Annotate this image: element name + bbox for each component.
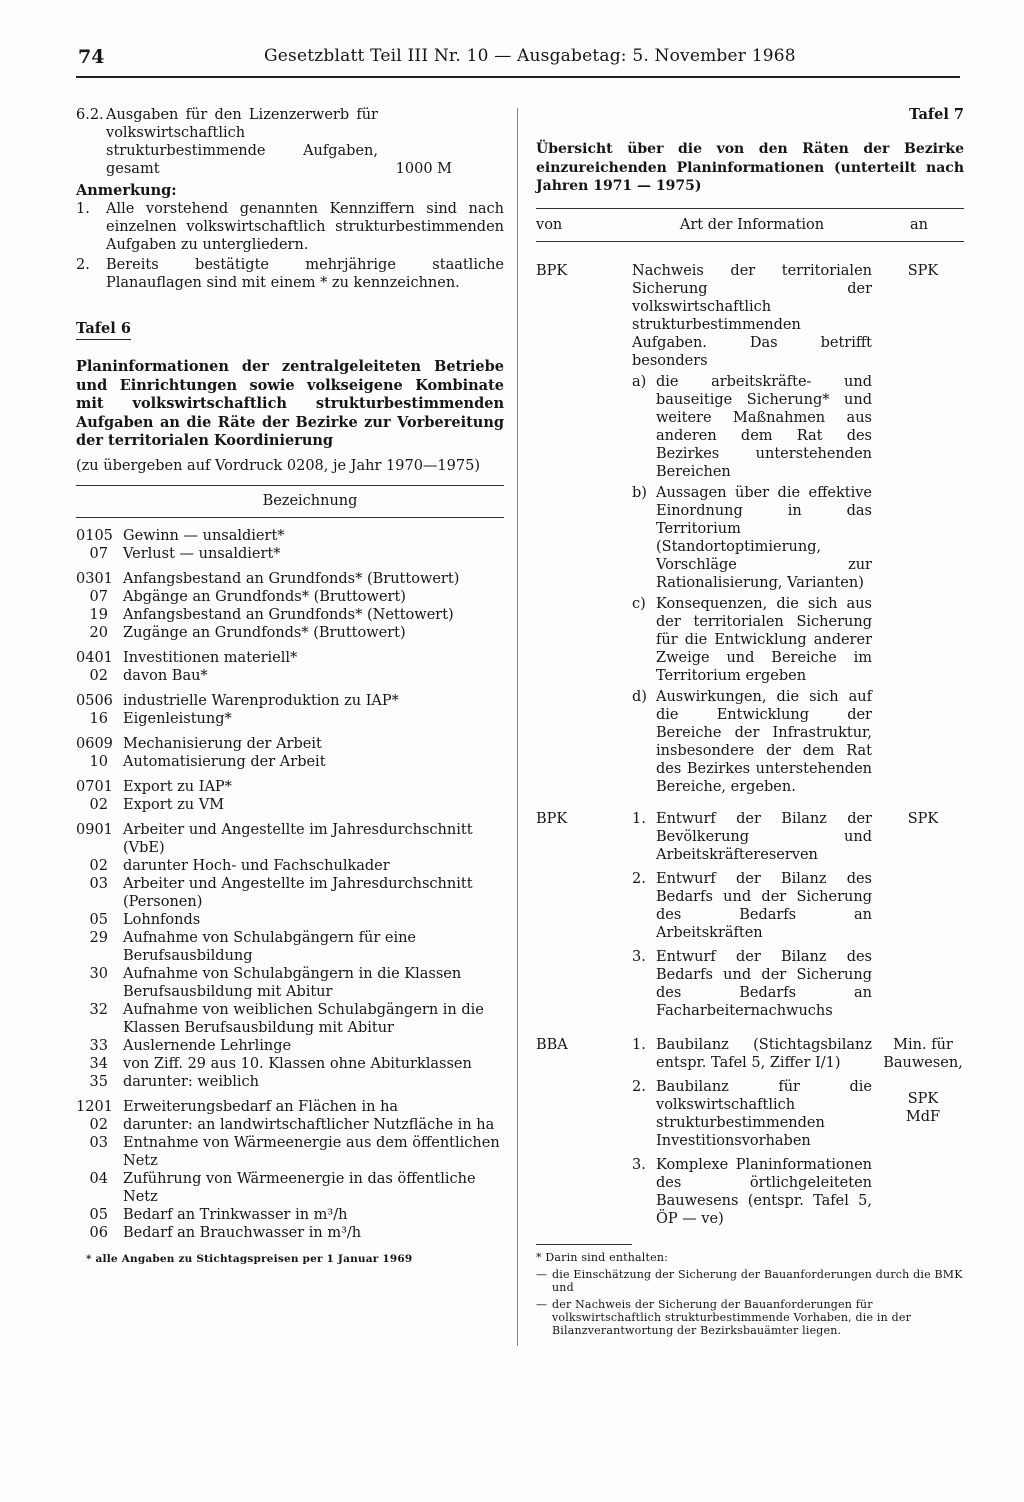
table-row	[76, 1098, 504, 1116]
footnote-item	[536, 1268, 964, 1294]
row-code: 0401	[76, 649, 113, 666]
list-item	[632, 870, 872, 942]
tafel-6-label: Tafel 6	[76, 320, 131, 340]
column-divider	[517, 108, 518, 1346]
row-label: Arbeiter und Angestellte im Jahresdurchschnitt (VbE)	[123, 821, 473, 856]
row-an-line: Min. für Bauwesen,	[883, 1036, 963, 1071]
list-item	[632, 688, 872, 796]
table-row	[76, 667, 504, 685]
list-item	[632, 810, 872, 864]
tafel-7-column-headers	[536, 209, 964, 241]
table-row	[76, 527, 504, 545]
row-code: 1201	[76, 1098, 113, 1115]
list-item	[632, 1156, 872, 1228]
list-text: Komplexe Planinformationen des örtlichgeleiteten Bauwesens (entspr. Tafel 5, ÖP — ve)	[656, 1156, 872, 1227]
tafel-6-group	[76, 692, 504, 728]
table-rule-header	[536, 241, 964, 242]
row-label: Entnahme von Wärmeenergie aus dem öffentlichen Netz	[123, 1134, 500, 1169]
row-label: Verlust — unsaldiert*	[123, 545, 281, 562]
anmerkung-item	[76, 200, 504, 254]
anmerkung-text: Bereits bestätigte mehrjährige staatliche Planauflagen sind mit einem * zu kennzeichnen.	[106, 257, 504, 291]
list-marker: d)	[632, 688, 647, 705]
row-label: Zugänge an Grundfonds* (Bruttowert)	[123, 624, 406, 641]
table-row	[76, 710, 504, 728]
row-von: BPK	[536, 262, 568, 279]
table-row	[76, 1055, 504, 1073]
col-von-header: von	[536, 216, 563, 233]
row-an-line: MdF	[905, 1108, 941, 1125]
table-row	[76, 796, 504, 814]
tafel-7-label: Tafel 7	[909, 106, 964, 123]
row-code: 04	[89, 1170, 108, 1187]
tafel-6-group	[76, 649, 504, 685]
tafel-6-list	[76, 527, 504, 1242]
anmerkung-text: Alle vorstehend genannten Kennziffern sind nach einzelnen volkswirtschaftlich strukturbestimmenden Aufgaben zu untergliedern.	[106, 201, 504, 253]
item-6-2-number: 6.2.	[76, 107, 104, 123]
row-intro: Nachweis der territorialen Sicherung der volkswirtschaftlich strukturbestimmenden Aufgaben. Das betrifft besonders	[632, 262, 872, 369]
list-marker: c)	[632, 595, 646, 612]
row-code: 19	[89, 606, 108, 623]
anmerkung-title: Anmerkung:	[76, 182, 177, 199]
row-label: Erweiterungsbedarf an Flächen in ha	[123, 1098, 399, 1115]
item-6-2	[76, 106, 504, 178]
row-info	[632, 1036, 872, 1234]
list-item	[632, 595, 872, 685]
row-code: 02	[89, 857, 108, 874]
row-label: industrielle Warenproduktion zu IAP*	[123, 692, 399, 709]
row-label: Export zu IAP*	[123, 778, 232, 795]
row-label: Abgänge an Grundfonds* (Bruttowert)	[123, 588, 406, 605]
row-label: Eigenleistung*	[123, 710, 232, 727]
row-label: Anfangsbestand an Grundfonds* (Nettowert)	[123, 606, 454, 623]
left-column	[76, 106, 504, 1268]
list-marker: 2.	[632, 870, 646, 887]
tafel-7-footnote	[536, 1251, 964, 1337]
row-code: 29	[89, 929, 108, 946]
table-row	[76, 1116, 504, 1134]
row-code: 02	[89, 1116, 108, 1133]
row-label: Aufnahme von Schulabgängern für eine Berufsausbildung	[123, 929, 416, 964]
table-row	[76, 545, 504, 563]
list-marker: 2.	[632, 1078, 646, 1095]
list-marker: 3.	[632, 948, 646, 965]
table-row	[76, 753, 504, 771]
tafel-6-heading: Planinformationen der zentralgeleiteten Betriebe und Einrichtungen sowie volkseigene Kombinate mit volkswirtschaftlich strukturbestimmenden Aufgaben an die Räte der Bezirke zur Vorbereitung der territorialen Koordinierung	[76, 358, 504, 449]
list-marker: a)	[632, 373, 647, 390]
page-number: 74	[78, 46, 105, 68]
row-label: Mechanisierung der Arbeit	[123, 735, 322, 752]
list-item	[632, 1078, 872, 1150]
footnote-rule	[536, 1244, 632, 1245]
table-row	[76, 965, 504, 1001]
row-code: 02	[89, 796, 108, 813]
list-text: Konsequenzen, die sich aus der territorialen Sicherung für die Entwicklung anderer Zweige und Bereiche im Territorium ergeben	[656, 595, 872, 684]
tafel-6-footnote: * alle Angaben zu Stichtagspreisen per 1 Januar 1969	[86, 1252, 413, 1265]
row-label: davon Bau*	[123, 667, 208, 684]
row-code: 05	[89, 1206, 108, 1223]
tafel-6-group	[76, 1098, 504, 1242]
list-item	[632, 1036, 872, 1072]
list-item	[632, 373, 872, 481]
table-row	[76, 1224, 504, 1242]
footnote-title: * Darin sind enthalten:	[536, 1250, 669, 1264]
anmerkung-number: 2.	[76, 257, 90, 273]
row-label: darunter: weiblich	[123, 1073, 260, 1090]
tafel-6-subheading: (zu übergeben auf Vordruck 0208, je Jahr 1970—1975)	[76, 457, 480, 474]
tafel-6-group	[76, 527, 504, 563]
table-row	[76, 624, 504, 642]
row-code: 30	[89, 965, 108, 982]
row-code: 33	[89, 1037, 108, 1054]
row-code: 0301	[76, 570, 113, 587]
row-von: BBA	[536, 1036, 568, 1053]
row-label: Aufnahme von Schulabgängern in die Klassen Berufsausbildung mit Abitur	[123, 965, 462, 1000]
table-row	[76, 1001, 504, 1037]
list-marker: 3.	[632, 1156, 646, 1173]
list-marker: 1.	[632, 810, 646, 827]
row-von: BPK	[536, 810, 568, 827]
table-row	[76, 875, 504, 911]
table-row	[76, 692, 504, 710]
table-row	[76, 778, 504, 796]
table-row	[76, 1037, 504, 1055]
table-row	[76, 649, 504, 667]
footnote-text: der Nachweis der Sicherung der Bauanforderungen für volkswirtschaftlich strukturbestimmende Vorhaben, die in der Bilanzverantwortung der Bezirksbauämter liegen.	[552, 1297, 912, 1337]
row-code: 20	[89, 624, 108, 641]
row-info	[632, 810, 872, 1026]
list-text: Entwurf der Bilanz der Bevölkerung und Arbeitskräftereserven	[656, 810, 872, 863]
table-row	[76, 1206, 504, 1224]
page-header-title: Gesetzblatt Teil III Nr. 10 — Ausgabetag: 5. November 1968	[264, 46, 796, 66]
row-label: Aufnahme von weiblichen Schulabgängern in die Klassen Berufsausbildung mit Abitur	[123, 1001, 484, 1036]
item-6-2-text: Ausgaben für den Lizenzerwerb für volkswirtschaftlich strukturbestimmende Aufgaben, gesamt	[106, 107, 378, 177]
list-item	[632, 484, 872, 592]
row-code: 05	[89, 911, 108, 928]
footnote-marker: —	[536, 1267, 548, 1281]
row-label: Investitionen materiell*	[123, 649, 298, 666]
tafel-6-group	[76, 821, 504, 1091]
row-label: von Ziff. 29 aus 10. Klassen ohne Abiturklassen	[123, 1055, 472, 1072]
col-art-header: Art der Information	[679, 216, 825, 233]
row-an	[872, 1036, 964, 1234]
item-6-2-value: 1000 M	[395, 161, 452, 177]
row-code: 0105	[76, 527, 113, 544]
table-row	[76, 857, 504, 875]
table-row	[76, 1073, 504, 1091]
list-text: Baubilanz (Stichtagsbilanz entspr. Tafel 5, Ziffer I/1)	[656, 1036, 872, 1071]
row-label: Bedarf an Brauchwasser in m³/h	[123, 1224, 362, 1241]
table-row	[76, 929, 504, 965]
row-code: 34	[89, 1055, 108, 1072]
row-code: 0901	[76, 821, 113, 838]
row-label: Arbeiter und Angestellte im Jahresdurchschnitt (Personen)	[123, 875, 473, 910]
row-label: Lohnfonds	[123, 911, 201, 928]
table-row	[76, 570, 504, 588]
footnote-item	[536, 1298, 964, 1337]
row-code: 0506	[76, 692, 113, 709]
tafel-6-group	[76, 778, 504, 814]
header-rule	[76, 76, 960, 78]
row-label: Export zu VM	[123, 796, 225, 813]
row-code: 06	[89, 1224, 108, 1241]
list-marker: b)	[632, 484, 647, 501]
table-row	[76, 606, 504, 624]
list-text: Auswirkungen, die sich auf die Entwicklung der Bereiche der Infrastruktur, insbesondere der dem Rat des Bezirkes unterstehenden Bereiche, ergeben.	[656, 688, 872, 795]
table-row	[76, 821, 504, 857]
anmerkung-item	[76, 256, 504, 292]
list-text: Aussagen über die effektive Einordnung in das Territorium (Standortoptimierung, Vorschläge zur Rationalisierung, Varianten)	[656, 484, 872, 591]
row-label: darunter Hoch- und Fachschulkader	[123, 857, 390, 874]
row-code: 32	[89, 1001, 108, 1018]
table-row	[76, 735, 504, 753]
row-code: 07	[89, 545, 108, 562]
row-an-line: SPK	[907, 1090, 939, 1107]
anmerkung-number: 1.	[76, 201, 90, 217]
table-row	[76, 911, 504, 929]
footnote-text: die Einschätzung der Sicherung der Bauanforderungen durch die BMK und	[552, 1267, 963, 1294]
row-code: 07	[89, 588, 108, 605]
table-row	[76, 1170, 504, 1206]
footnote-marker: —	[536, 1297, 548, 1311]
list-text: Entwurf der Bilanz des Bedarfs und der Sicherung des Bedarfs an Facharbeiternachwuchs	[656, 948, 872, 1019]
row-an: SPK	[907, 810, 939, 827]
row-label: darunter: an landwirtschaftlicher Nutzfläche in ha	[123, 1116, 495, 1133]
row-label: Gewinn — unsaldiert*	[123, 527, 285, 544]
list-text: Entwurf der Bilanz des Bedarfs und der Sicherung des Bedarfs an Arbeitskräften	[656, 870, 872, 941]
list-marker: 1.	[632, 1036, 646, 1053]
table-rule-header	[76, 517, 504, 518]
list-item	[632, 948, 872, 1020]
table-row	[76, 1134, 504, 1170]
table-row	[76, 588, 504, 606]
row-label: Anfangsbestand an Grundfonds* (Bruttowert)	[123, 570, 460, 587]
row-an: SPK	[907, 262, 939, 279]
row-code: 0609	[76, 735, 113, 752]
col-an-header: an	[910, 216, 928, 233]
table-row	[536, 810, 964, 1026]
row-info	[632, 262, 872, 796]
row-code: 03	[89, 1134, 108, 1151]
row-code: 16	[89, 710, 108, 727]
tafel-6-group	[76, 735, 504, 771]
tafel-6-column-header: Bezeichnung	[262, 492, 358, 509]
tafel-7-heading: Übersicht über die von den Räten der Bezirke einzureichenden Planinformationen (unterteilt nach Jahren 1971 — 1975)	[536, 141, 964, 194]
row-code: 03	[89, 875, 108, 892]
table-row	[536, 1036, 964, 1234]
row-code: 02	[89, 667, 108, 684]
row-code: 35	[89, 1073, 108, 1090]
row-code: 0701	[76, 778, 113, 795]
table-row	[536, 262, 964, 796]
tafel-6-group	[76, 570, 504, 642]
row-label: Automatisierung der Arbeit	[123, 753, 326, 770]
list-text: die arbeitskräfte- und bauseitige Sicherung* und weitere Maßnahmen aus anderen dem Rat des Bezirkes unterstehenden Bereichen	[656, 373, 872, 480]
row-code: 10	[89, 753, 108, 770]
row-label: Auslernende Lehrlinge	[123, 1037, 292, 1054]
right-column	[536, 106, 964, 1337]
row-label: Bedarf an Trinkwasser in m³/h	[123, 1206, 348, 1223]
row-label: Zuführung von Wärmeenergie in das öffentliche Netz	[123, 1170, 476, 1205]
list-text: Baubilanz für die volkswirtschaftlich strukturbestimmenden Investitionsvorhaben	[656, 1078, 872, 1149]
